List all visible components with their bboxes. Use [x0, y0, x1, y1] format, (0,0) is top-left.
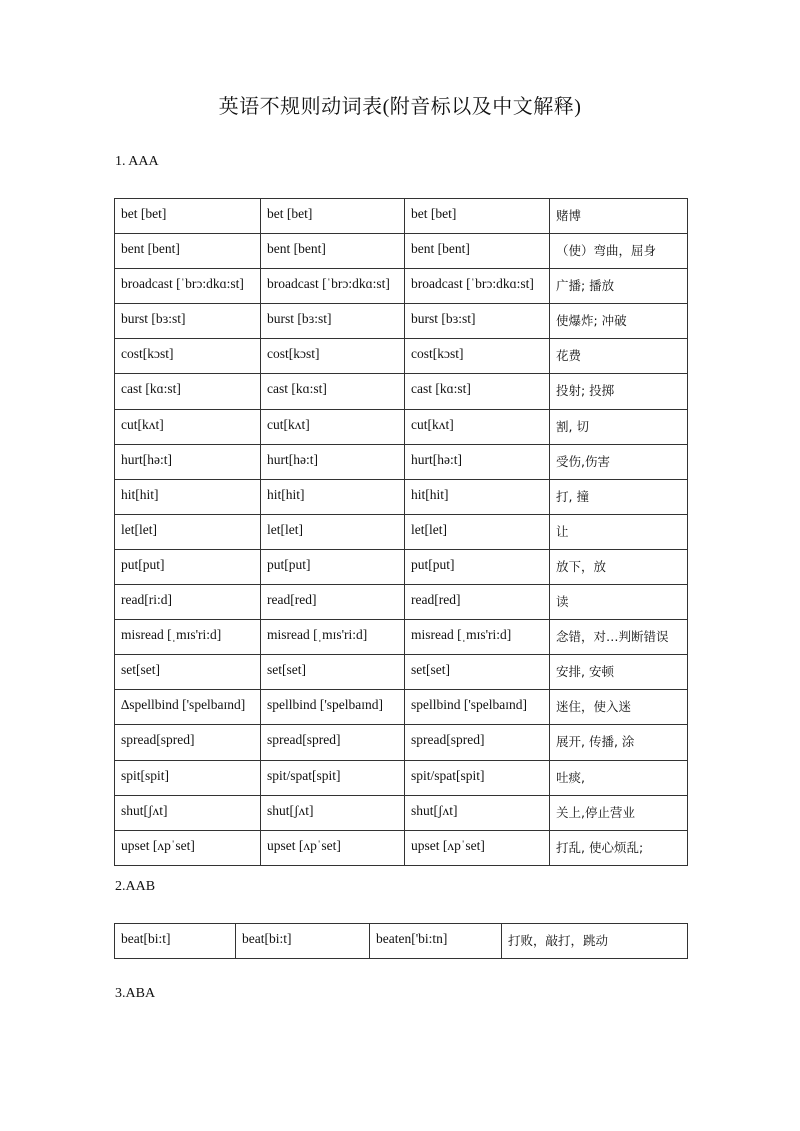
base-form-cell: bet [bet]: [115, 199, 261, 234]
meaning-cell: 展开, 传播, 涂: [550, 725, 688, 760]
base-form-cell: let[let]: [115, 514, 261, 549]
meaning-cell: 读: [550, 585, 688, 620]
meaning-cell: 赌博: [550, 199, 688, 234]
base-form-cell: set[set]: [115, 655, 261, 690]
table-row: [115, 585, 688, 620]
meaning-cell: 放下，放: [550, 549, 688, 584]
base-form-cell: hurt[hə:t]: [115, 444, 261, 479]
table-row: [115, 795, 688, 830]
table-row: [115, 374, 688, 409]
past-participle-cell: shut[ʃʌt]: [405, 795, 550, 830]
meaning-cell: 使爆炸; 冲破: [550, 304, 688, 339]
table-row: [115, 444, 688, 479]
base-form-cell: spit[spit]: [115, 760, 261, 795]
table-row: [115, 830, 688, 865]
meaning-cell: 打, 撞: [550, 479, 688, 514]
past-tense-cell: hit[hit]: [261, 479, 405, 514]
table-row: [115, 760, 688, 795]
table-row: [115, 269, 688, 304]
past-tense-cell: beat[bi:t]: [236, 924, 370, 959]
past-participle-cell: bent [bent]: [405, 234, 550, 269]
meaning-cell: 打败，敲打，跳动: [502, 924, 688, 959]
past-participle-cell: broadcast [ˈbrɔ:dkɑ:st]: [405, 269, 550, 304]
table-row: [115, 339, 688, 374]
past-participle-cell: beaten['bi:tn]: [370, 924, 502, 959]
base-form-cell: burst [bɜ:st]: [115, 304, 261, 339]
meaning-cell: 安排, 安顿: [550, 655, 688, 690]
meaning-cell: 关上,停止营业: [550, 795, 688, 830]
table-row: [115, 690, 688, 725]
past-participle-cell: hurt[hə:t]: [405, 444, 550, 479]
past-participle-cell: cast [kɑ:st]: [405, 374, 550, 409]
past-participle-cell: cut[kʌt]: [405, 409, 550, 444]
meaning-cell: 割, 切: [550, 409, 688, 444]
meaning-cell: 花费: [550, 339, 688, 374]
past-participle-cell: hit[hit]: [405, 479, 550, 514]
table-row: [115, 199, 688, 234]
section-heading-aaa: 1. AAA: [115, 154, 159, 169]
past-tense-cell: bent [bent]: [261, 234, 405, 269]
past-participle-cell: upset [ʌpˈset]: [405, 830, 550, 865]
past-participle-cell: spit/spat[spit]: [405, 760, 550, 795]
past-tense-cell: upset [ʌpˈset]: [261, 830, 405, 865]
meaning-cell: 受伤,伤害: [550, 444, 688, 479]
page-title: 英语不规则动词表(附音标以及中文解释): [218, 96, 582, 118]
table-row: [115, 549, 688, 584]
table-row: [115, 655, 688, 690]
meaning-cell: 投射; 投掷: [550, 374, 688, 409]
past-tense-cell: misread [ˌmɪs'ri:d]: [261, 620, 405, 655]
past-tense-cell: burst [bɜ:st]: [261, 304, 405, 339]
past-tense-cell: spread[spred]: [261, 725, 405, 760]
base-form-cell: cast [kɑ:st]: [115, 374, 261, 409]
past-tense-cell: set[set]: [261, 655, 405, 690]
base-form-cell: broadcast [ˈbrɔ:dkɑ:st]: [115, 269, 261, 304]
past-participle-cell: misread [ˌmɪs'ri:d]: [405, 620, 550, 655]
meaning-cell: 迷住，使入迷: [550, 690, 688, 725]
past-tense-cell: cost[kɔst]: [261, 339, 405, 374]
past-tense-cell: hurt[hə:t]: [261, 444, 405, 479]
table-row: [115, 924, 688, 959]
past-tense-cell: broadcast [ˈbrɔ:dkɑ:st]: [261, 269, 405, 304]
table-row: [115, 725, 688, 760]
past-participle-cell: spellbind ['spelbaɪnd]: [405, 690, 550, 725]
meaning-cell: 念错，对…判断错误: [550, 620, 688, 655]
base-form-cell: shut[ʃʌt]: [115, 795, 261, 830]
meaning-cell: 广播; 播放: [550, 269, 688, 304]
past-participle-cell: let[let]: [405, 514, 550, 549]
verb-table-aab: [114, 923, 688, 959]
past-participle-cell: cost[kɔst]: [405, 339, 550, 374]
table-row: [115, 514, 688, 549]
past-participle-cell: burst [bɜ:st]: [405, 304, 550, 339]
past-tense-cell: put[put]: [261, 549, 405, 584]
past-participle-cell: spread[spred]: [405, 725, 550, 760]
past-participle-cell: put[put]: [405, 549, 550, 584]
base-form-cell: read[ri:d]: [115, 585, 261, 620]
past-tense-cell: bet [bet]: [261, 199, 405, 234]
past-tense-cell: read[red]: [261, 585, 405, 620]
past-tense-cell: let[let]: [261, 514, 405, 549]
meaning-cell: 让: [550, 514, 688, 549]
base-form-cell: cost[kɔst]: [115, 339, 261, 374]
table-row: [115, 620, 688, 655]
past-participle-cell: read[red]: [405, 585, 550, 620]
table-row: [115, 479, 688, 514]
base-form-cell: upset [ʌpˈset]: [115, 830, 261, 865]
meaning-cell: 打乱, 使心烦乱;: [550, 830, 688, 865]
base-form-cell: spread[spred]: [115, 725, 261, 760]
section-heading-aba: 3.ABA: [115, 986, 156, 1001]
base-form-cell: misread [ˌmɪs'ri:d]: [115, 620, 261, 655]
past-tense-cell: spit/spat[spit]: [261, 760, 405, 795]
meaning-cell: 吐痰,: [550, 760, 688, 795]
past-tense-cell: cast [kɑ:st]: [261, 374, 405, 409]
base-form-cell: put[put]: [115, 549, 261, 584]
table-row: [115, 409, 688, 444]
table-row: [115, 234, 688, 269]
meaning-cell: （使）弯曲，屈身: [550, 234, 688, 269]
past-tense-cell: spellbind ['spelbaɪnd]: [261, 690, 405, 725]
past-participle-cell: set[set]: [405, 655, 550, 690]
past-tense-cell: shut[ʃʌt]: [261, 795, 405, 830]
past-tense-cell: cut[kʌt]: [261, 409, 405, 444]
base-form-cell: ∆spellbind ['spelbaɪnd]: [115, 690, 261, 725]
past-participle-cell: bet [bet]: [405, 199, 550, 234]
base-form-cell: beat[bi:t]: [115, 924, 236, 959]
base-form-cell: bent [bent]: [115, 234, 261, 269]
base-form-cell: hit[hit]: [115, 479, 261, 514]
table-row: [115, 304, 688, 339]
section-heading-aab: 2.AAB: [115, 879, 156, 894]
base-form-cell: cut[kʌt]: [115, 409, 261, 444]
verb-table-aaa: [114, 198, 688, 866]
